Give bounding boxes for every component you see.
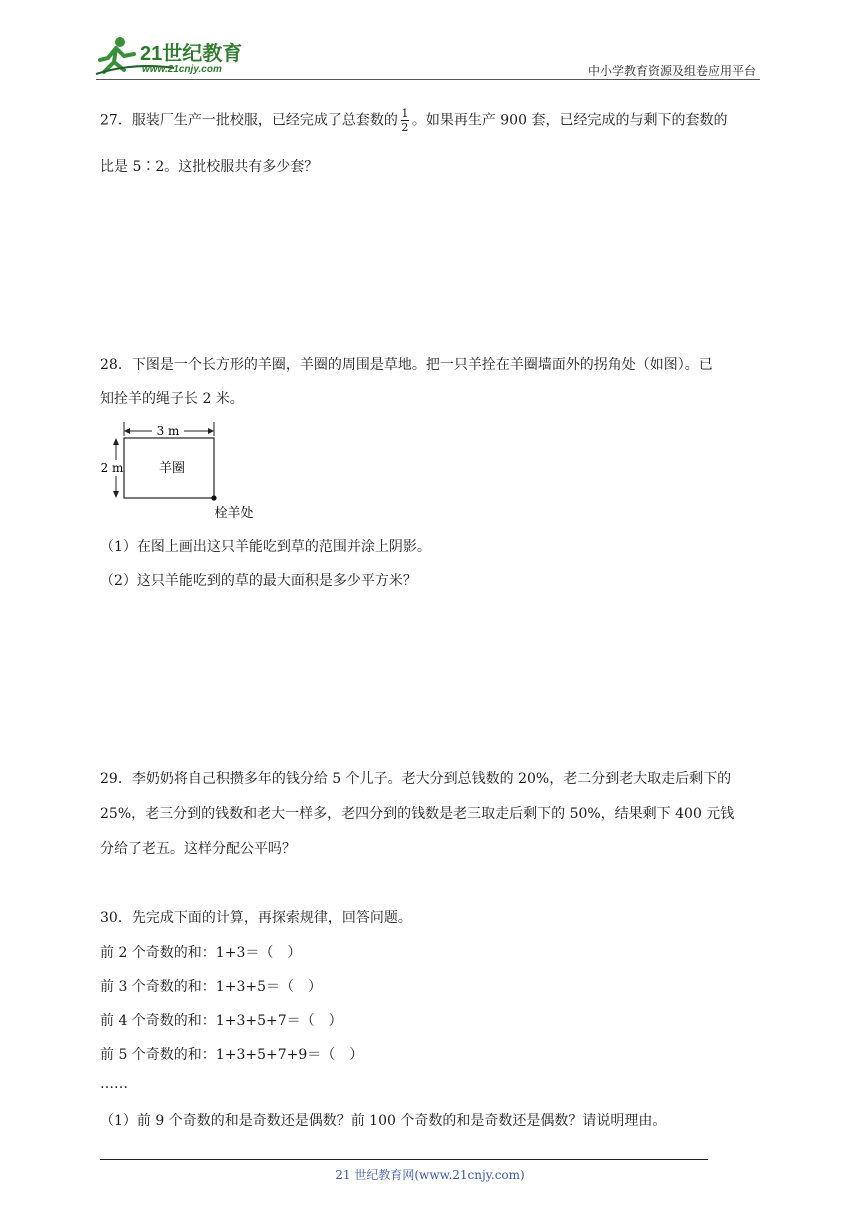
- q28-sub2: （2）这只羊能吃到的草的最大面积是多少平方米？: [100, 573, 417, 589]
- fraction-numerator: 1: [401, 107, 409, 120]
- arrow-right-icon: [208, 428, 214, 434]
- arrow-down-icon: [113, 491, 119, 498]
- footer-link[interactable]: 21 世纪教育网(www.21cnjy.com): [335, 1168, 525, 1182]
- q28-line1: 28．下图是一个长方形的羊圈，羊圈的周围是草地。把一只羊拴在羊圈墙面外的拐角处（如图）。已: [100, 357, 713, 373]
- sheep-pen-diagram: [96, 418, 276, 524]
- fraction-denominator: 2: [401, 121, 409, 134]
- q30-sub1: （1）前 9 个奇数的和是奇数还是偶数？前 100 个奇数的和是奇数还是偶数？请说明理由。: [100, 1113, 667, 1129]
- q30-ellipsis: ……: [100, 1076, 128, 1092]
- logo-text: 21世纪教育: [140, 43, 243, 65]
- q30-row-4: 前 5 个奇数的和：1+3+5+7+9＝（ ）: [100, 1047, 364, 1063]
- q27-text-part2: 。如果再生产 900 套，已经完成的与剩下的套数的: [411, 112, 728, 129]
- q30-row-2: 前 3 个奇数的和：1+3+5＝（ ）: [100, 979, 322, 995]
- q30-row-3: 前 4 个奇数的和：1+3+5+7＝（ ）: [100, 1013, 343, 1029]
- q30-row-1: 前 2 个奇数的和：1+3＝（ ）: [100, 945, 302, 961]
- arrow-left-icon: [124, 428, 130, 434]
- q28-line2: 知拴羊的绳子长 2 米。: [100, 391, 244, 407]
- q27-text-part1: 27．服装厂生产一批校服，已经完成了总套数的: [100, 112, 398, 129]
- arrow-up-icon: [113, 438, 119, 445]
- logo-url: www.21cnjy.com: [142, 64, 222, 75]
- header-divider: [96, 79, 760, 80]
- site-logo: [94, 34, 264, 78]
- runner-logo-icon: [94, 34, 264, 78]
- q30-intro: 30．先完成下面的计算，再探索规律，回答问题。: [100, 910, 412, 926]
- width-label: 3 m: [156, 424, 180, 438]
- q27-fraction: [401, 108, 409, 133]
- tie-point-label: 栓羊处: [214, 506, 254, 521]
- q28-sub1: （1）在图上画出这只羊能吃到草的范围并涂上阴影。: [100, 539, 431, 555]
- height-label: 2 m: [100, 461, 124, 475]
- q29-line1: 29．李奶奶将自己积攒多年的钱分给 5 个儿子。老大分到总钱数的 20%，老二分到老大取走后剩下的: [100, 771, 732, 787]
- header-platform-text: 中小学教育资源及组卷应用平台: [587, 64, 756, 78]
- q29-line3: 分给了老五。这样分配公平吗？: [100, 841, 296, 857]
- q29-line2: 25%，老三分到的钱数和老大一样多，老四分到的钱数是老三取走后剩下的 50%，结果剩下 400 元钱: [100, 806, 735, 822]
- pen-label: 羊圈: [158, 461, 186, 476]
- question-27: [100, 108, 727, 133]
- footer-divider: [100, 1159, 708, 1160]
- q27-line2: 比是 5∶2。这批校服共有多少套？: [100, 159, 319, 175]
- tie-point-dot: [211, 495, 216, 500]
